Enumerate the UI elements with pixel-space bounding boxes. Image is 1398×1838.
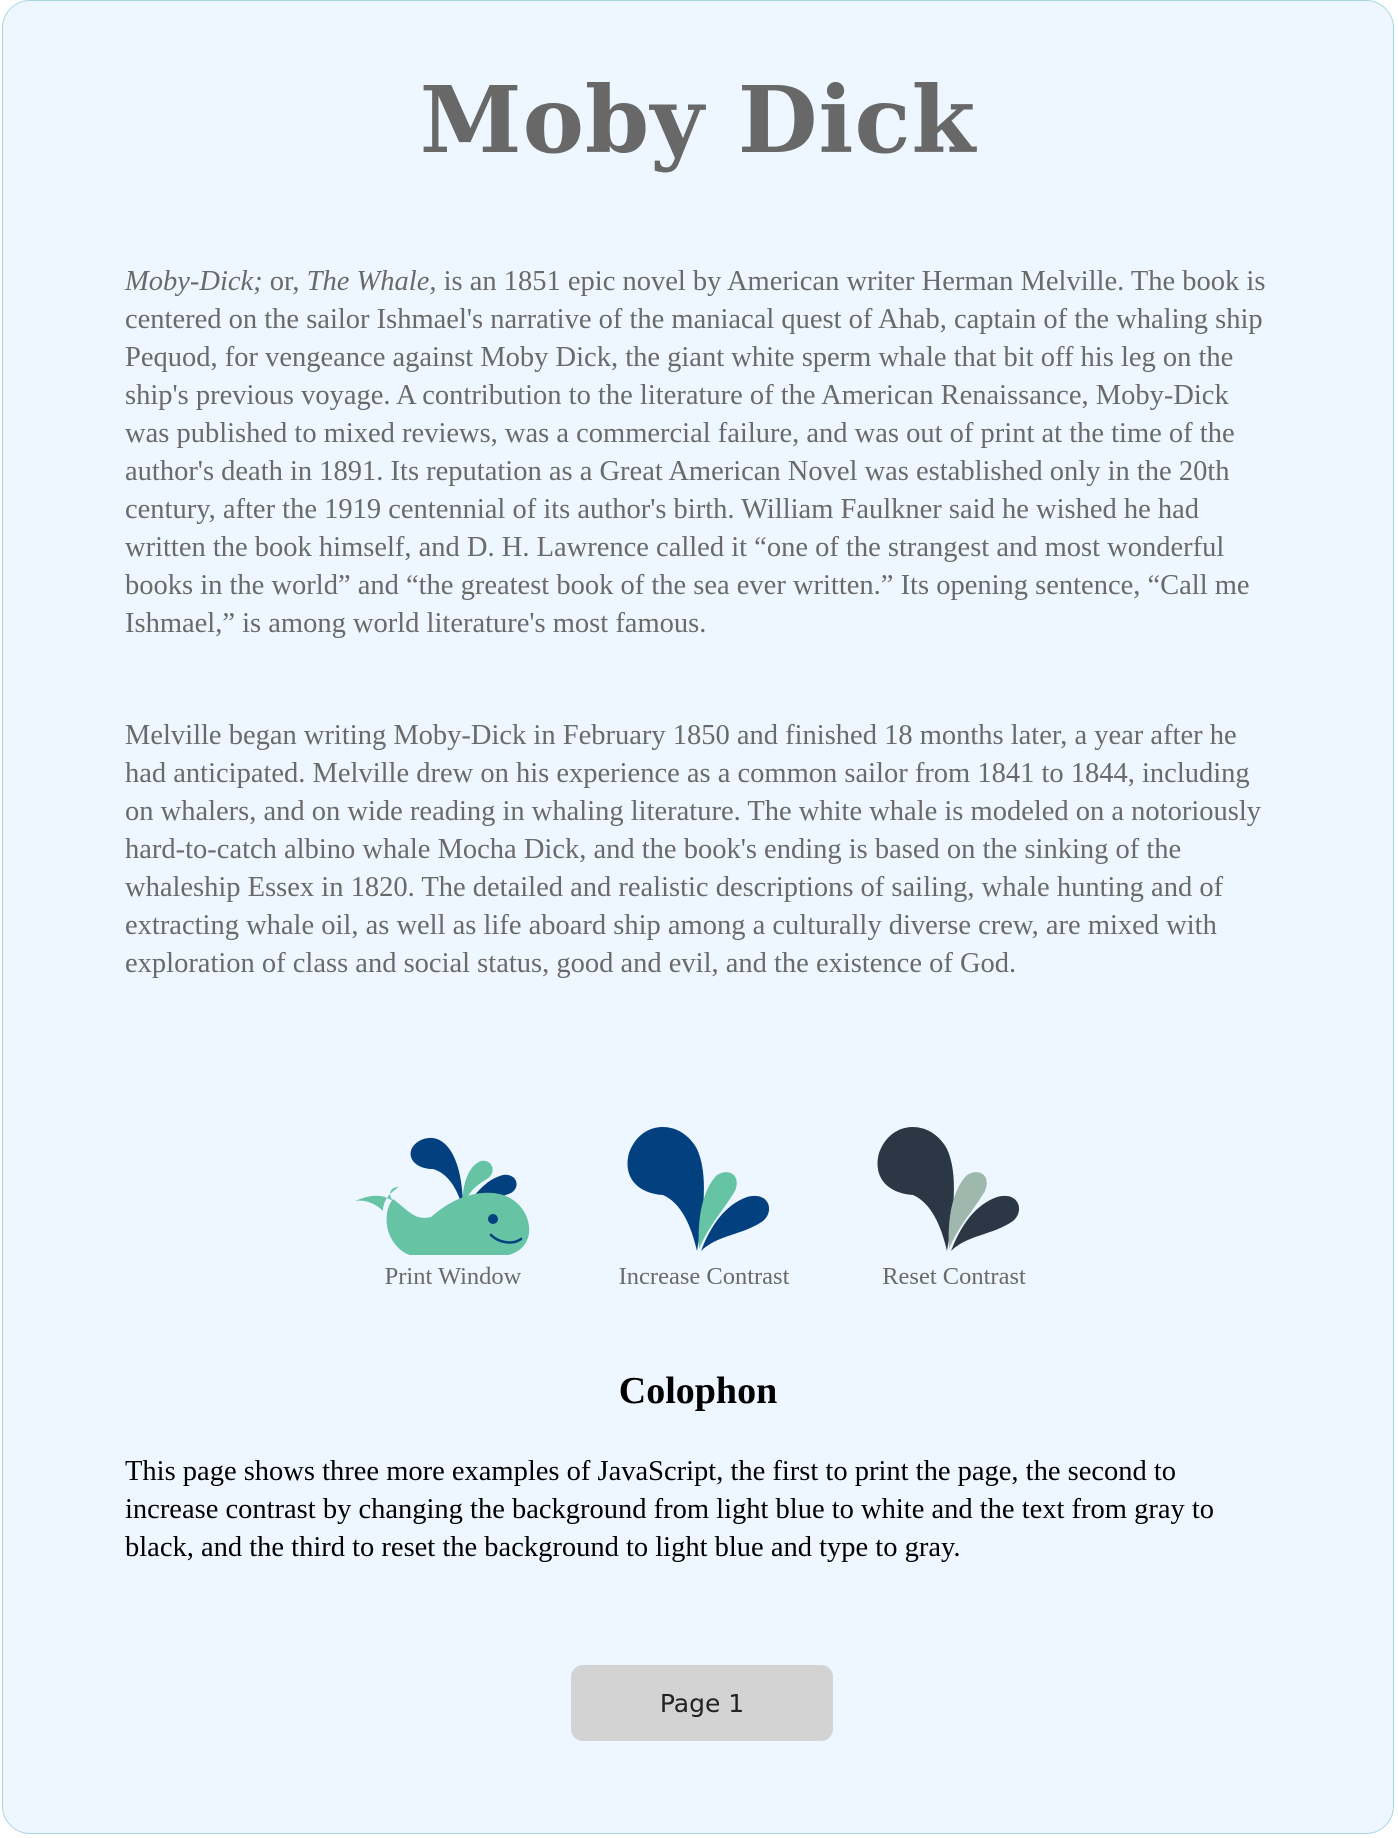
splash-dark-icon [851, 1089, 1057, 1255]
intro-paragraph-2: Melville began writing Moby-Dick in February 1850 and finished 18 months later, a year after he had anticipated. Melville drew on his experience as a common sailor from 1841 to 1844, including on whalers, and on wide reading in whaling literature. The white whale is modeled on a notoriously hard-to-catch albino whale Mocha Dick, and the book's ending is based on the sinking of the whaleship Essex in 1820. The detailed and realistic descriptions of sailing, whale hunting and of extracting whale oil, as well as life aboard ship among a culturally diverse crew, are mixed with exploration of class and social status, good and evil, and the existence of God. [125, 720, 1262, 979]
splash-blue-icon [599, 1089, 809, 1255]
page-number-label: Page 1 [659, 1688, 745, 1718]
colophon-text: This page shows three more examples of JavaScript, the first to print the page, the second to increase contrast by changing the background from light blue to white and the text from gray to black, and the third to reset the background to light blue and type to gray. [125, 1456, 1215, 1563]
or-text: or, [262, 266, 307, 297]
print-window-button[interactable] [353, 1089, 553, 1291]
intro-paragraph-1-text: is an 1851 epic novel by American writer Herman Melville. The book is centered on the sailor Ishmael's narrative of the maniacal quest of Ahab, captain of the whaling ship Pequod, for vengeance against Moby Dick, the giant white sperm whale that bit off his leg on the ship's previous voyage. A contribution to the literature of the American Renaissance, Moby-Dick was published to mixed reviews, was a commercial failure, and was out of print at the time of the author's death in 1891. Its reputation as a Great American Novel was established only in the 20th century, after the 1919 centennial of its author's birth. William Faulkner said he wished he had written the book himself, and D. H. Lawrence called it “one of the strangest and most wonderful books in the world” and “the greatest book of the sea ever written.” Its opening sentence, “Call me Ishmael,” is among world literature's most famous. [125, 266, 1266, 639]
page-title: Moby Dick [419, 66, 977, 174]
page-container [2, 0, 1394, 1834]
page-number-button[interactable] [571, 1665, 833, 1741]
intro-paragraph-1 [125, 263, 1275, 643]
increase-contrast-button[interactable] [599, 1089, 809, 1291]
colophon-heading: Colophon [618, 1370, 778, 1412]
reset-contrast-button[interactable] [851, 1089, 1057, 1291]
increase-contrast-label: Increase Contrast [618, 1263, 790, 1290]
book-title-italic: Moby-Dick; [125, 266, 263, 297]
book-subtitle-italic: The Whale, [306, 266, 437, 297]
print-window-label: Print Window [384, 1263, 522, 1290]
reset-contrast-label: Reset Contrast [882, 1263, 1026, 1290]
whale-icon [353, 1089, 553, 1255]
